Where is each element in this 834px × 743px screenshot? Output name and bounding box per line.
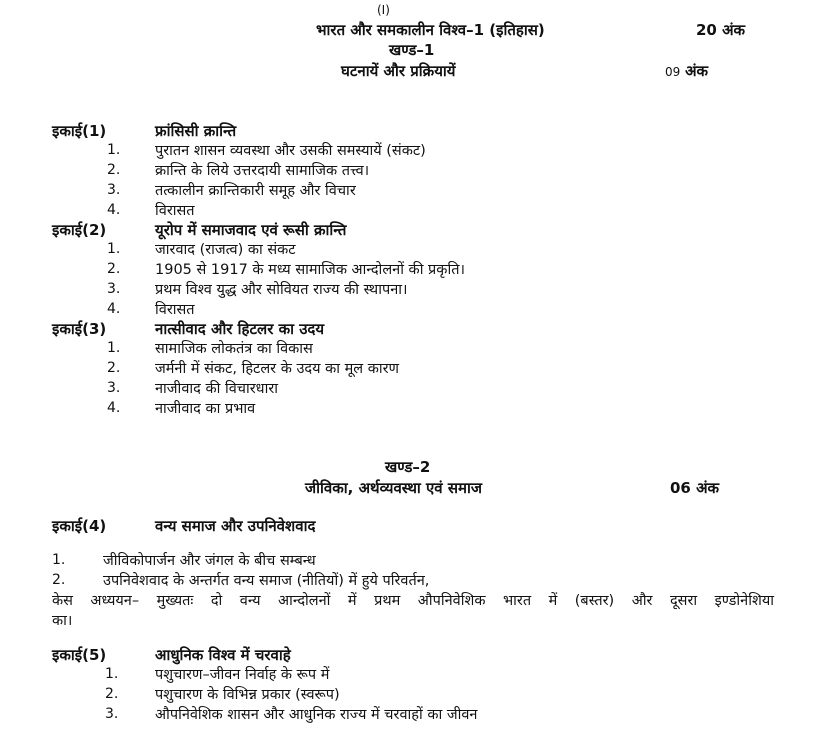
unit-5-item-3: औपनिवेशिक शासन और आधुनिक राज्य में चरवाहों का जीवन <box>155 707 478 723</box>
unit-5-item-1-num: 1. <box>105 666 119 682</box>
roman-numeral: (I) <box>377 3 390 17</box>
unit-5-title: आधुनिक विश्व में चरवाहे <box>155 646 291 664</box>
unit-5-label: इकाई(5) <box>52 646 107 664</box>
unit-3-item-3: नाजीवाद की विचारधारा <box>155 381 279 397</box>
unit-5-item-3-num: 3. <box>105 706 119 722</box>
unit-2-item-1: जारवाद (राजत्व) का संकट <box>155 242 296 258</box>
unit-3-label: इकाई(3) <box>52 320 107 338</box>
unit-5-item-2-num: 2. <box>105 686 119 702</box>
unit-1-item-3-num: 3. <box>107 182 121 198</box>
section-1-title: घटनायें और प्रक्रियायें <box>341 62 456 80</box>
unit-2-item-4: विरासत <box>155 302 195 318</box>
unit-1-label: इकाई(1) <box>52 122 107 140</box>
unit-1-item-4-num: 4. <box>107 202 121 218</box>
unit-4-title: वन्य समाज और उपनिवेशवाद <box>155 517 316 535</box>
course-title: भारत और समकालीन विश्व–1 (इतिहास) <box>316 21 545 39</box>
unit-2-item-3-num: 3. <box>107 281 121 297</box>
unit-1-item-1-num: 1. <box>107 142 121 158</box>
section-1-heading: खण्ड–1 <box>389 41 435 59</box>
unit-3-item-1-num: 1. <box>107 340 121 356</box>
unit-2-item-4-num: 4. <box>107 301 121 317</box>
unit-4-label: इकाई(4) <box>52 517 107 535</box>
section-2-heading: खण्ड–2 <box>385 458 431 476</box>
unit-1-item-2: क्रान्ति के लिये उत्तरदायी सामाजिक तत्त्व। <box>155 163 370 179</box>
unit-2-item-1-num: 1. <box>107 241 121 257</box>
case-study-line-2: का। <box>52 613 73 629</box>
unit-3-item-2: जर्मनी में संकट, हिटलर के उदय का मूल कारण <box>155 361 400 377</box>
unit-2-item-2-num: 2. <box>107 261 121 277</box>
case-study-line-1: केस अध्ययन– मुख्यतः दो वन्य आन्दोलनों में प्रथम औपनिवेशिक भारत में (बस्तर) और दूसरा इण्डोनेशिया <box>52 593 774 609</box>
unit-1-item-2-num: 2. <box>107 162 121 178</box>
unit-1-item-3: तत्कालीन क्रान्तिकारी समूह और विचार <box>155 183 356 199</box>
unit-2-title: यूरोप में समाजवाद एवं रूसी क्रान्ति <box>155 221 347 239</box>
unit-5-item-2: पशुचारण के विभिन्न प्रकार (स्वरूप) <box>155 687 340 703</box>
section-2-marks: 06 अंक <box>670 479 720 497</box>
section-2-title: जीविका, अर्थव्यवस्था एवं समाज <box>305 479 482 497</box>
unit-3-title: नात्सीवाद और हिटलर का उदय <box>155 320 325 338</box>
unit-4-item-2-num: 2. <box>52 572 66 588</box>
unit-4-item-1-num: 1. <box>52 552 66 568</box>
unit-5-item-1: पशुचारण–जीवन निर्वाह के रूप में <box>155 667 330 683</box>
section-1-marks <box>665 61 708 81</box>
section-1-marks-unit: अंक <box>685 62 709 80</box>
unit-1-title: फ्रांसिसी क्रान्ति <box>155 122 237 140</box>
unit-3-item-4-num: 4. <box>107 400 121 416</box>
unit-3-item-2-num: 2. <box>107 360 121 376</box>
unit-3-item-1: सामाजिक लोकतंत्र का विकास <box>155 341 313 357</box>
unit-3-item-4: नाजीवाद का प्रभाव <box>155 401 256 417</box>
section-1-marks-num: 09 <box>665 65 681 79</box>
unit-2-item-2: 1905 से 1917 के मध्य सामाजिक आन्दोलनों की प्रकृति। <box>155 262 465 278</box>
course-marks: 20 अंक <box>696 21 746 39</box>
unit-3-item-3-num: 3. <box>107 380 121 396</box>
unit-4-item-2: उपनिवेशवाद के अन्तर्गत वन्य समाज (नीतियों) में हुये परिवर्तन, <box>103 573 430 589</box>
unit-4-item-1: जीविकोपार्जन और जंगल के बीच सम्बन्ध <box>103 553 316 569</box>
unit-2-item-3: प्रथम विश्व युद्ध और सोवियत राज्य की स्थापना। <box>155 282 408 298</box>
unit-2-label: इकाई(2) <box>52 221 107 239</box>
unit-1-item-1: पुरातन शासन व्यवस्था और उसकी समस्यायें (संकट) <box>155 143 426 159</box>
unit-1-item-4: विरासत <box>155 203 195 219</box>
